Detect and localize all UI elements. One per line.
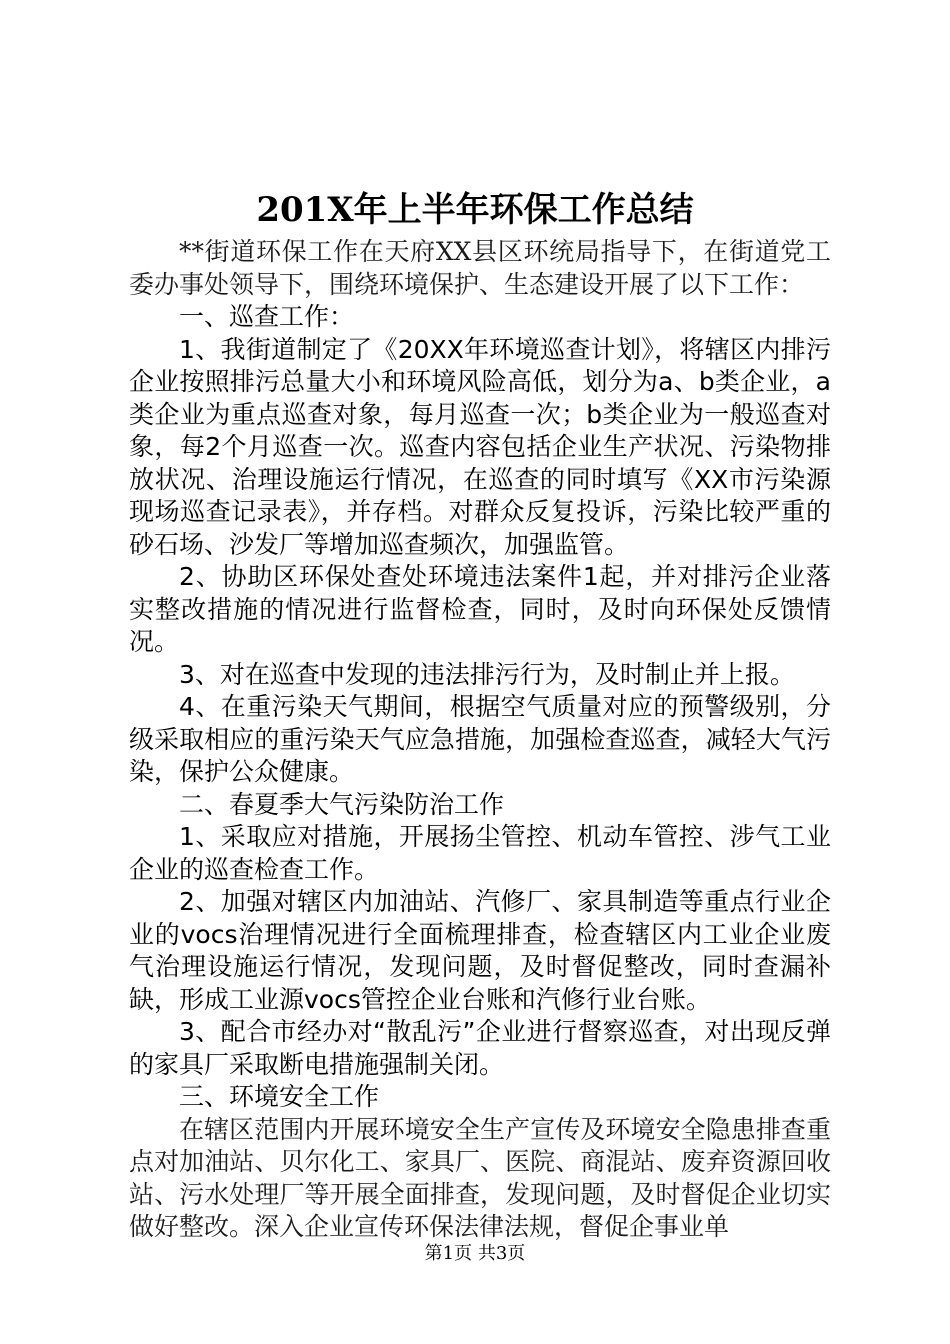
intro-paragraph: **街道环保工作在天府XX县区环统局指导下，在街道党工委办事处领导下，围绕环境保护、生态建设开展了以下工作： bbox=[129, 237, 831, 299]
section-heading-inspection: 一、巡查工作： bbox=[179, 302, 355, 331]
page-footer: 第1页 共3页 bbox=[424, 1243, 526, 1264]
document-title: 201X年上半年环保工作总结 bbox=[256, 190, 694, 230]
paragraph-inspection-4: 4、在重污染天气期间，根据空气质量对应的预警级别，分级采取相应的重污染天气应急措施，加强检查巡查，减轻大气污染，保护公众健康。 bbox=[129, 692, 831, 786]
paragraph-air-3: 3、配合市经办对“散乱污”企业进行督察巡查，对出现反弹的家具厂采取断电措施强制关闭。 bbox=[129, 1017, 831, 1079]
paragraph-air-1: 1、采取应对措施，开展扬尘管控、机动车管控、涉气工业企业的巡查检查工作。 bbox=[129, 822, 831, 884]
paragraph-inspection-1: 1、我街道制定了《20XX年环境巡查计划》，将辖区内排污企业按照排污总量大小和环境风险高低，划分为a、b类企业，a类企业为重点巡查对象，每月巡查一次；b类企业为一般巡查对象，每2个月巡查一次。巡查内容包括企业生产状况、污染物排放状况、治理设施运行情况，在巡查的同时填写《XX市污染源现场巡查记录表》，并存档。对群众反复投诉，污染比较严重的砂石场、沙发厂等增加巡查频次，加强监管。 bbox=[129, 334, 831, 559]
document-body bbox=[129, 236, 831, 1244]
paragraph-air-2: 2、加强对辖区内加油站、汽修厂、家具制造等重点行业企业的vocs治理情况进行全面梳理排查，检查辖区内工业企业废气治理设施运行情况，发现问题，及时督促整改，同时查漏补缺，形成工业源vocs管控企业台账和汽修行业台账。 bbox=[129, 887, 831, 1014]
paragraph-safety: 在辖区范围内开展环境安全生产宣传及环境安全隐患排查重点对加油站、贝尔化工、家具厂、医院、商混站、废弃资源回收站、污水处理厂等开展全面排查，发现问题，及时督促企业切实做好整改。深入企业宣传环保法律法规，督促企事业单 bbox=[129, 1114, 831, 1241]
paragraph-inspection-3: 3、对在巡查中发现的违法排污行为，及时制止并上报。 bbox=[179, 659, 795, 689]
section-heading-safety: 三、环境安全工作 bbox=[179, 1082, 380, 1111]
paragraph-inspection-2: 2、协助区环保处查处环境违法案件1起，并对排污企业落实整改措施的情况进行监督检查，同时，及时向环保处反馈情况。 bbox=[129, 562, 831, 656]
section-heading-air-pollution: 二、春夏季大气污染防治工作 bbox=[179, 789, 505, 819]
